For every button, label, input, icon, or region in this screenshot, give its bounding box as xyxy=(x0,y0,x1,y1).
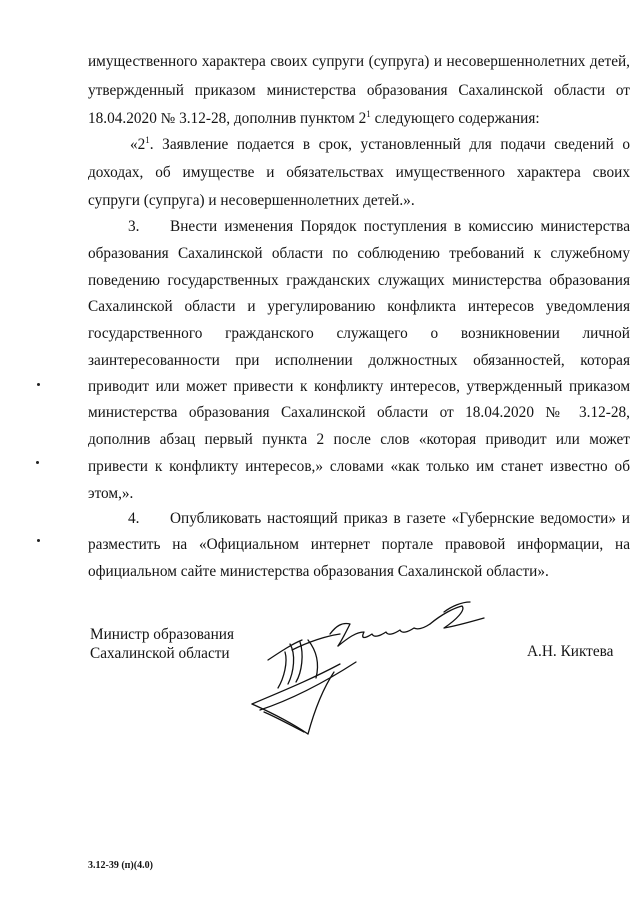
body-line: имущественного характера своих супруги (супруга) и несовершеннолетних детей, xyxy=(88,53,630,70)
body-line: 18.04.2020 № 3.12-28, дополнив пунктом $2^1$ следующего содержания: xyxy=(88,109,540,127)
body-line: дополнив абзац первый пункта 2 после слов «которая приводит или может xyxy=(88,431,630,448)
signatory-position: Министр образования Сахалинской области xyxy=(90,626,234,662)
body-line: Внести изменения Порядок поступления в комиссию министерства xyxy=(170,218,630,235)
body-line: образования Сахалинской области по соблюдению требований к служебному xyxy=(88,245,630,262)
body-line: официальном сайте министерства образования Сахалинской области». xyxy=(88,563,549,580)
body-line: Сахалинской области и урегулированию конфликта интересов уведомления xyxy=(88,298,630,315)
body-line: разместить на «Официальном интернет портале правовой информации, на xyxy=(88,536,630,553)
body-line: поведению государственных гражданских служащих министерства образования xyxy=(88,272,630,289)
signatory-name: А.Н. Киктева xyxy=(527,643,614,660)
document-code: 3.12-39 (п)(4.0) xyxy=(88,860,153,871)
list-number: 4. xyxy=(128,510,140,527)
body-line: доходах, об имуществе и обязательствах имущественного характера своих xyxy=(88,164,630,181)
body-line: приводит или может привести к конфликту интересов, утвержденный приказом xyxy=(88,378,630,395)
body-line: государственного гражданского служащего о возникновении личной xyxy=(88,325,630,342)
body-line: супруги (супруга) и несовершеннолетних детей.». xyxy=(88,192,415,209)
body-line: этом,». xyxy=(88,485,134,502)
body-line: привести к конфликту интересов,» словами «как только им станет известно об xyxy=(88,458,630,475)
body-line: утвержденный приказом министерства образования Сахалинской области от xyxy=(88,82,630,99)
scan-speck xyxy=(36,461,39,464)
handwritten-signature xyxy=(230,592,500,742)
body-line: министерства образования Сахалинской области от 18.04.2020 № 3.12-28, xyxy=(88,404,630,421)
scan-speck xyxy=(37,539,40,542)
list-number: 3. xyxy=(128,218,140,235)
scan-speck xyxy=(37,383,40,386)
body-line: Опубликовать настоящий приказ в газете «Губернские ведомости» и xyxy=(170,510,630,527)
body-line: заинтересованности при исполнении должностных обязанностей, которая xyxy=(88,352,630,369)
body-line: «$2^1$. Заявление подается в срок, установленный для подачи сведений о xyxy=(130,135,630,153)
